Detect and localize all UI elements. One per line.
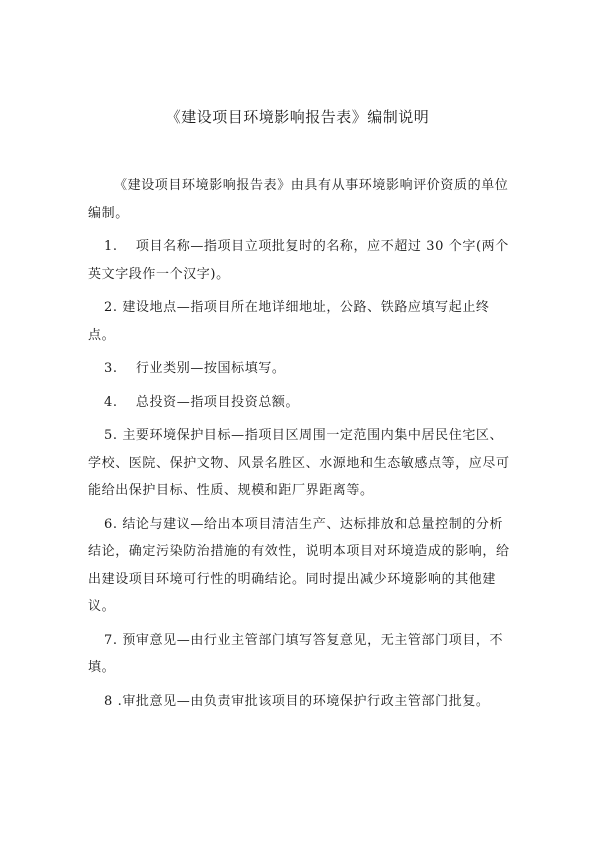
document-title: 《建设项目环境影响报告表》编制说明 xyxy=(165,108,430,126)
item-8-approval: 8 .审批意见—由负责审批该项目的环境保护行政主管部门批复。 xyxy=(104,693,490,709)
item-4-investment: 4. 总投资—指项目投资总额。 xyxy=(104,394,300,410)
intro-paragraph: 《建设项目环境影响报告表》由具有从事环境影响评价资质的单位编制。 xyxy=(88,178,509,221)
item-6-conclusions: 6. 结论与建议—给出本项目清洁生产、达标排放和总量控制的分析结论，确定污染防治措施的有效性，说明本项目对环境造成的影响，给出建设项目环境可行性的明确结论。同时提出减少环境影响的其他建议。 xyxy=(88,516,510,614)
item-5-protection-targets: 5. 主要环境保护目标—指项目区周围一定范围内集中居民住宅区、学校、医院、保护文物、风景名胜区、水源地和生态敏感点等，应尽可能给出保护目标、性质、规模和距厂界距离等。 xyxy=(88,428,510,498)
item-3-industry: 3. 行业类别—按国标填写。 xyxy=(104,361,286,376)
item-2-location: 2. 建设地点—指项目所在地详细地址，公路、铁路应填写起止终点。 xyxy=(88,300,490,343)
item-7-pre-review: 7. 预审意见—由行业主管部门填写答复意见，无主管部门项目，不填。 xyxy=(88,632,504,675)
item-1-project-name: 1. 项目名称—指项目立项批复时的名称，应不超过 30 个字(两个英文字段作一个汉字)。 xyxy=(88,239,509,282)
document-body xyxy=(88,172,510,721)
